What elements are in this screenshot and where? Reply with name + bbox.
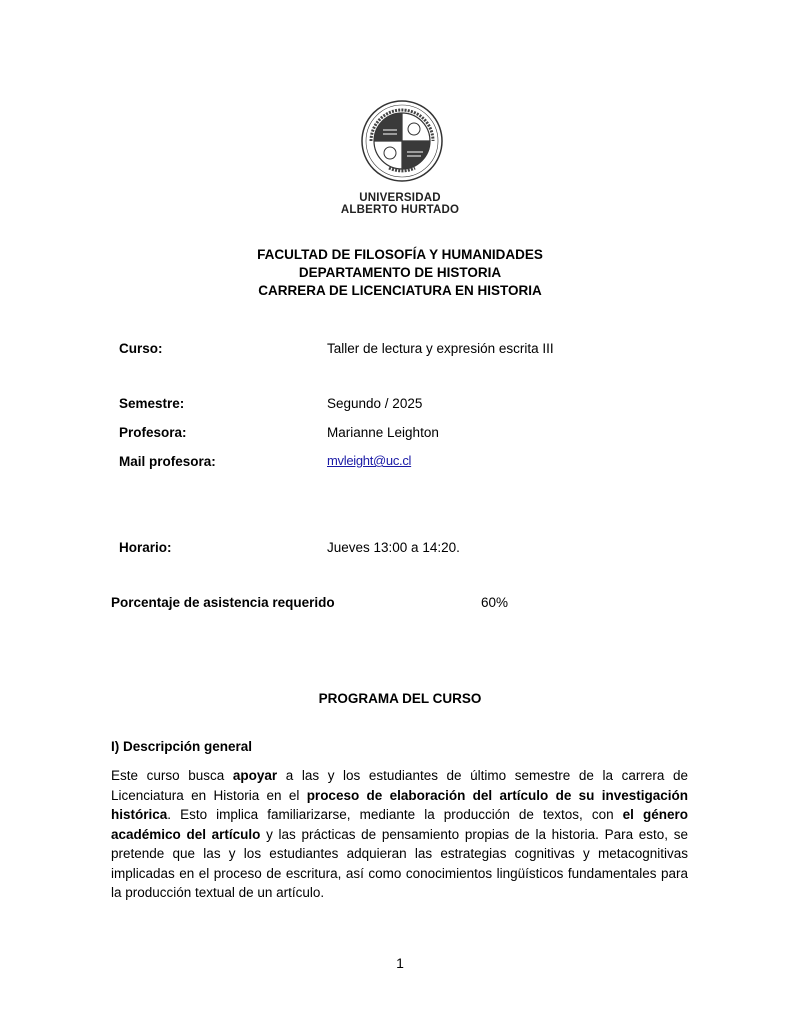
profesora-value: Marianne Leighton xyxy=(327,425,439,440)
university-name-line1: UNIVERSIDAD xyxy=(359,192,441,204)
university-seal-logo xyxy=(361,100,443,182)
horario-value: Jueves 13:00 a 14:20. xyxy=(327,540,460,555)
mail-value-container xyxy=(327,453,411,468)
department-name: DEPARTAMENTO DE HISTORIA xyxy=(298,265,502,280)
desc-text-4: y las prácticas de pensamiento propias de la historia. Para esto, se pretende que las y los estudiantes adquieran las estrategias cognitivas y metacognitivas implicadas en el proceso de escritura, así como conocimientos lingüísticos fundamentales para la producción textual de un artículo. xyxy=(111,826,688,900)
asistencia-label: Porcentaje de asistencia requerido xyxy=(111,595,335,610)
semestre-label: Semestre: xyxy=(119,396,185,411)
semestre-value: Segundo / 2025 xyxy=(327,396,423,411)
faculty-name: FACULTAD DE FILOSOFÍA Y HUMANIDADES xyxy=(257,247,543,262)
asistencia-value: 60% xyxy=(481,595,509,610)
horario-label: Horario: xyxy=(119,540,172,555)
faculty-heading xyxy=(150,246,650,300)
section-title: I) Descripción general xyxy=(111,739,253,754)
career-name: CARRERA DE LICENCIATURA EN HISTORIA xyxy=(258,283,542,298)
program-title: PROGRAMA DEL CURSO xyxy=(318,691,482,706)
profesora-label: Profesora: xyxy=(119,425,187,440)
mail-link[interactable]: mvleight@uc.cl xyxy=(327,453,412,468)
curso-label: Curso: xyxy=(119,341,163,356)
desc-bold-2: proceso de elaboración del artículo de su investigación histórica xyxy=(111,787,688,822)
mail-label: Mail profesora: xyxy=(119,454,216,469)
university-wordmark xyxy=(320,192,480,216)
desc-bold-1: apoyar xyxy=(232,768,278,783)
page-number: 1 xyxy=(396,955,404,971)
desc-text-3: . Esto implica familiarizarse, mediante la producción de textos, con xyxy=(167,807,623,822)
desc-bold-3: el género académico del artículo xyxy=(111,807,688,842)
university-name-line2: ALBERTO HURTADO xyxy=(340,204,460,216)
description-paragraph xyxy=(111,766,688,903)
desc-text-1: Este curso busca xyxy=(111,768,233,783)
desc-text-2: a las y los estudiantes de último semestre de la carrera de Licenciatura en Historia en el xyxy=(111,768,688,803)
curso-value: Taller de lectura y expresión escrita III xyxy=(327,341,554,356)
